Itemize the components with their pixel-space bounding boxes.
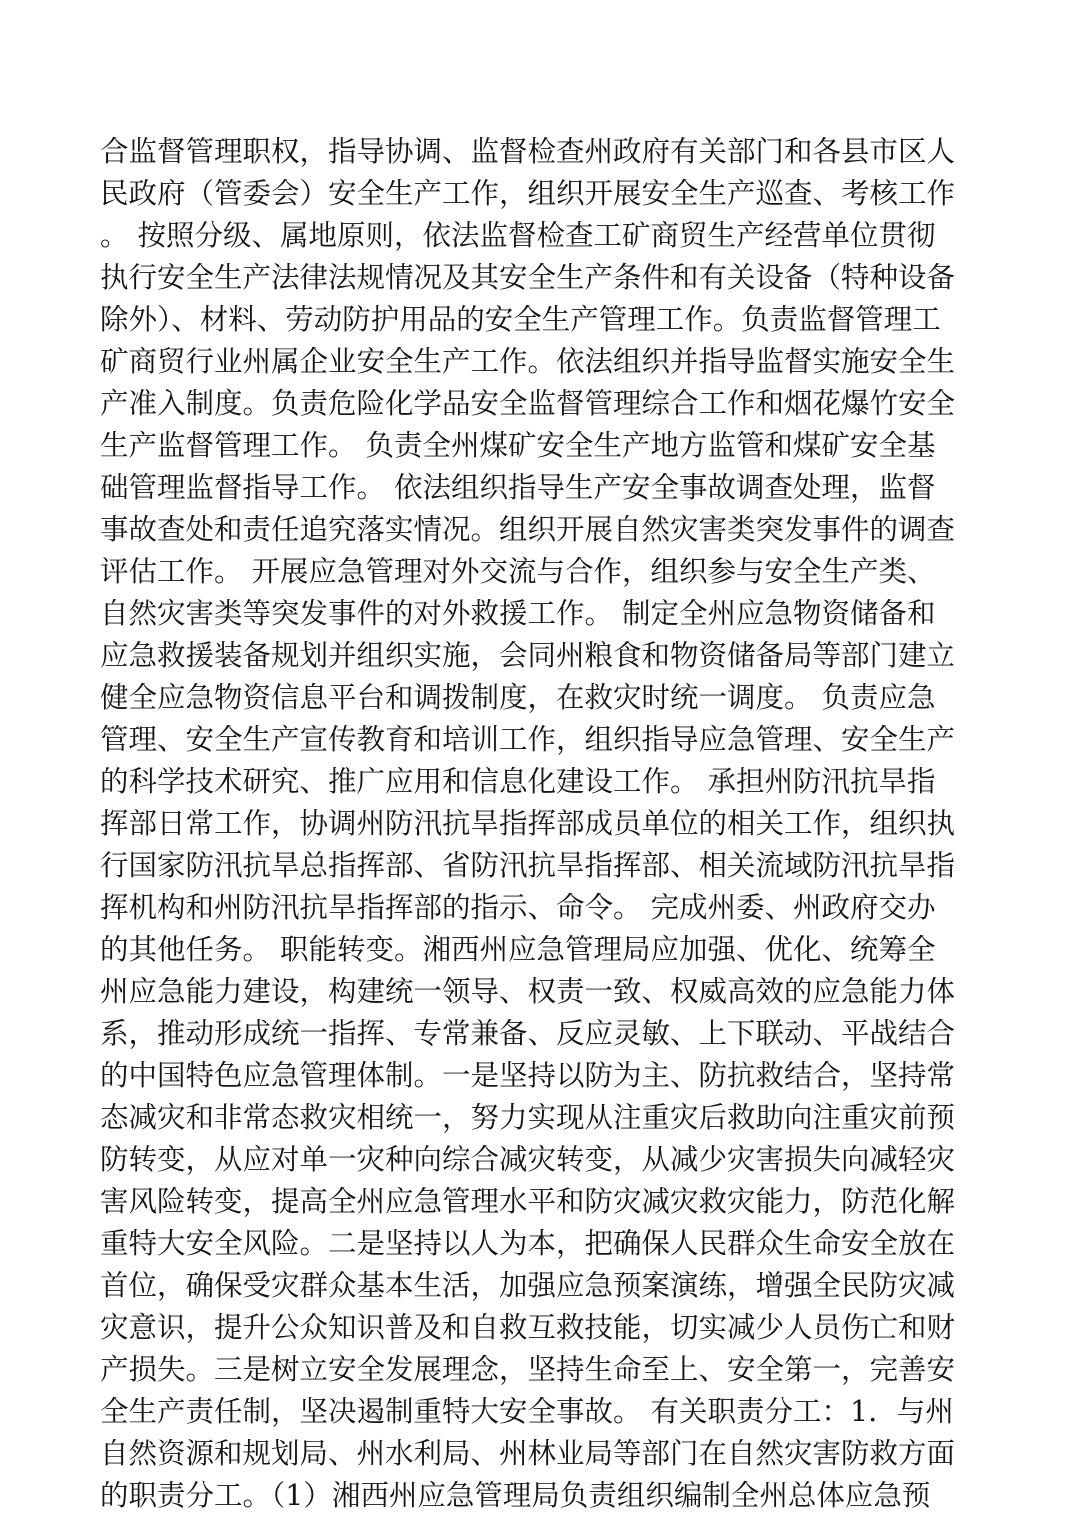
text-line: 的职责分工。（1）湘西州应急管理局负责组织编制全州总体应急预 (100, 1479, 931, 1512)
text-line: 挥部日常工作，协调州防汛抗旱指挥部成员单位的相关工作，组织执 (100, 807, 956, 840)
text-line: 的其他任务。 职能转变。湘西州应急管理局应加强、优化、统筹全 (100, 933, 936, 966)
text-line: 础管理监督指导工作。 依法组织指导生产安全事故调查处理，监督 (100, 471, 936, 504)
text-line: 态减灾和非常态救灾相统一，努力实现从注重灾后救助向注重灾前预 (100, 1101, 956, 1134)
text-line: 全生产责任制，坚决遏制重特大安全事故。 有关职责分工：1．与州 (100, 1395, 954, 1428)
text-line: 的科学技术研究、推广应用和信息化建设工作。 承担州防汛抗旱指 (100, 765, 936, 798)
text-line: 的中国特色应急管理体制。一是坚持以防为主、防抗救结合，坚持常 (100, 1059, 956, 1092)
text-line: 产准入制度。负责危险化学品安全监督管理综合工作和烟花爆竹安全 (100, 387, 956, 420)
text-line: 除外）、材料、劳动防护用品的安全生产管理工作。负责监督管理工 (100, 303, 941, 336)
text-line: 管理、安全生产宣传教育和培训工作，组织指导应急管理、安全生产 (100, 723, 956, 756)
body-text (100, 131, 980, 1517)
text-line: 系，推动形成统一指挥、专常兼备、反应灵敏、上下联动、平战结合 (100, 1017, 956, 1050)
text-line: 评估工作。 开展应急管理对外交流与合作，组织参与安全生产类、 (100, 555, 936, 588)
text-line: 民政府（管委会）安全生产工作，组织开展安全生产巡查、考核工作 (100, 177, 956, 210)
text-line: 。 按照分级、属地原则，依法监督检查工矿商贸生产经营单位贯彻 (100, 219, 936, 252)
text-line: 产损失。三是树立安全发展理念，坚持生命至上、安全第一，完善安 (100, 1353, 956, 1386)
text-line: 事故查处和责任追究落实情况。组织开展自然灾害类突发事件的调查 (100, 513, 956, 546)
text-line: 首位，确保受灾群众基本生活，加强应急预案演练，增强全民防灾减 (100, 1269, 956, 1302)
text-line: 害风险转变，提高全州应急管理水平和防灾减灾救灾能力，防范化解 (100, 1185, 956, 1218)
text-line: 自然灾害类等突发事件的对外救援工作。 制定全州应急物资储备和 (100, 597, 936, 630)
text-line: 健全应急物资信息平台和调拨制度，在救灾时统一调度。 负责应急 (100, 681, 936, 714)
text-line: 重特大安全风险。二是坚持以人为本，把确保人民群众生命安全放在 (100, 1227, 956, 1260)
text-line: 灾意识，提升公众知识普及和自救互救技能，切实减少人员伤亡和财 (100, 1311, 956, 1344)
text-line: 防转变，从应对单一灾种向综合减灾转变，从减少灾害损失向减轻灾 (100, 1143, 956, 1176)
text-line: 生产监督管理工作。 负责全州煤矿安全生产地方监管和煤矿安全基 (100, 429, 936, 462)
text-line: 行国家防汛抗旱总指挥部、省防汛抗旱指挥部、相关流域防汛抗旱指 (100, 849, 956, 882)
text-line: 自然资源和规划局、州水利局、州林业局等部门在自然灾害防救方面 (100, 1437, 956, 1470)
text-line: 挥机构和州防汛抗旱指挥部的指示、命令。 完成州委、州政府交办 (100, 891, 936, 924)
text-line: 应急救援装备规划并组织实施，会同州粮食和物资储备局等部门建立 (100, 639, 956, 672)
text-line: 执行安全生产法律法规情况及其安全生产条件和有关设备（特种设备 (100, 261, 956, 294)
text-line: 州应急能力建设，构建统一领导、权责一致、权威高效的应急能力体 (100, 975, 956, 1008)
text-line: 合监督管理职权，指导协调、监督检查州政府有关部门和各县市区人 (100, 135, 956, 168)
text-line: 矿商贸行业州属企业安全生产工作。依法组织并指导监督实施安全生 (100, 345, 956, 378)
